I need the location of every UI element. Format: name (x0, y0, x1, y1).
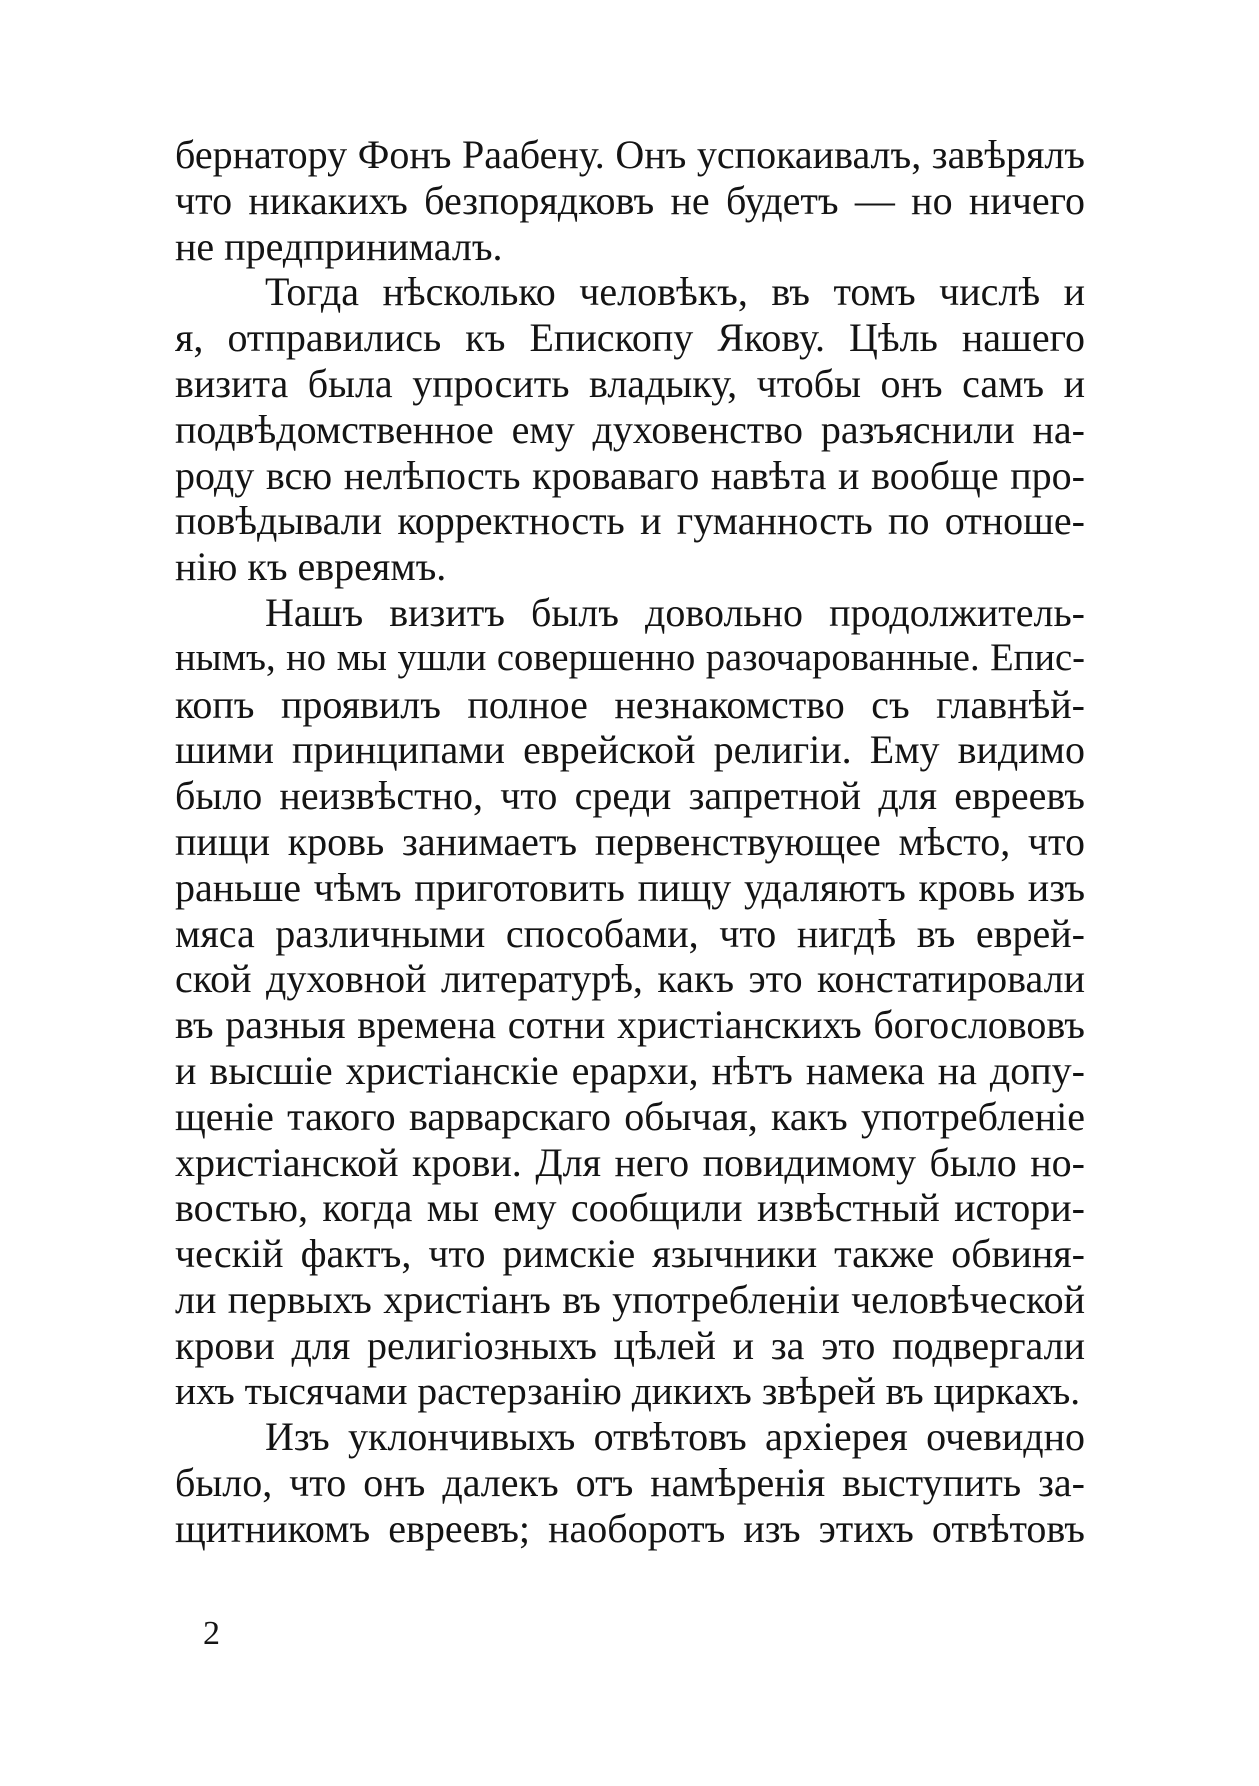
text-line: ской духовной литературѣ, какъ это констатировали (175, 956, 1085, 1002)
text-line: что никакихъ безпорядковъ не будетъ — но ничего (175, 177, 1085, 223)
text-line: роду всю нелѣпость кроваваго навѣта и вообще про- (175, 452, 1085, 498)
text-line: пищи кровь занимаетъ первенствующее мѣсто, что (175, 818, 1085, 864)
text-line: я, отправились къ Епископу Якову. Цѣль нашего (175, 315, 1085, 361)
page-number: 2 (203, 1615, 220, 1652)
text-line: и высшіе христіанскіе ерархи, нѣтъ намека на допу- (175, 1047, 1085, 1093)
text-line: нію къ евреямъ. (175, 544, 447, 590)
text-line: ческій фактъ, что римскіе язычники также обвиня- (175, 1231, 1085, 1277)
text-line: Изъ уклончивыхъ отвѣтовъ архіерея очевидно (265, 1414, 1085, 1460)
body-text (175, 132, 1085, 1552)
text-line: въ разныя времена сотни христіанскихъ богослововъ (175, 1002, 1085, 1048)
text-line: шими принципами еврейской религіи. Ему видимо (175, 727, 1085, 773)
text-line: щеніе такого варварскаго обычая, какъ употребленіе (175, 1093, 1085, 1139)
text-line: не предпринималъ. (175, 223, 503, 269)
text-line: ли первыхъ христіанъ въ употребленіи человѣческой (175, 1276, 1085, 1322)
text-line: щитникомъ евреевъ; наоборотъ изъ этихъ отвѣтовъ (175, 1505, 1085, 1551)
text-line: нымъ, но мы ушли совершенно разочарованные. Епис- (175, 636, 1085, 679)
text-line: ихъ тысячами растерзанію дикихъ звѣрей въ циркахъ. (175, 1368, 1081, 1413)
text-line: визита была упросить владыку, чтобы онъ самъ и (175, 360, 1085, 406)
text-line: было неизвѣстно, что среди запретной для евреевъ (175, 773, 1085, 819)
text-line: мяса различными способами, что нигдѣ въ еврей- (175, 910, 1085, 956)
text-line: копъ проявилъ полное незнакомство съ главнѣй- (175, 681, 1085, 727)
text-line: христіанской крови. Для него повидимому было но- (175, 1139, 1085, 1185)
text-line: Нашъ визитъ былъ довольно продолжитель- (265, 589, 1085, 635)
text-line: Тогда нѣсколько человѣкъ, въ томъ числѣ и (265, 269, 1085, 315)
text-line: подвѣдомственное ему духовенство разъяснили на- (175, 406, 1085, 452)
text-line: раньше чѣмъ приготовить пищу удаляютъ кровь изъ (175, 864, 1085, 910)
text-line: крови для религіозныхъ цѣлей и за это подвергали (175, 1322, 1085, 1368)
text-line: повѣдывали корректность и гуманность по отноше- (175, 498, 1085, 544)
text-line: было, что онъ далекъ отъ намѣренія выступить за- (175, 1460, 1085, 1506)
text-line: востью, когда мы ему сообщили извѣстный истори- (175, 1185, 1085, 1231)
text-line: бернатору Фонъ Раабену. Онъ успокаивалъ, завѣрялъ (175, 132, 1085, 177)
